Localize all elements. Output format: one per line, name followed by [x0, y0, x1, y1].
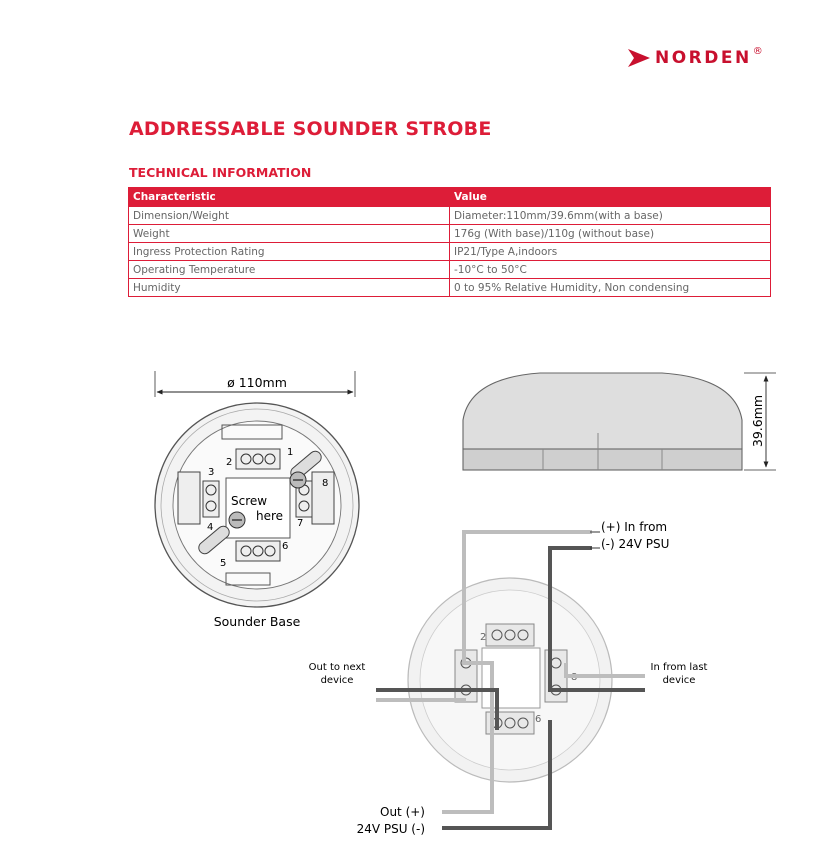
terminal-number: 2 [226, 457, 233, 468]
screw-label-line1: Screw [231, 494, 268, 508]
cell-value: -10°C to 50°C [450, 261, 771, 279]
wiring-base-drawing [408, 578, 612, 782]
col-header-characteristic: Characteristic [129, 188, 450, 207]
height-label: 39.6mm [750, 394, 765, 448]
cell-characteristic: Dimension/Weight [129, 207, 450, 225]
page-title: ADDRESSABLE SOUNDER STROBE [129, 118, 492, 140]
out-plus-label: Out (+) [380, 805, 425, 819]
terminal-number: 2 [480, 632, 487, 643]
in-from-last-line2: device [662, 675, 696, 686]
sounder-base-caption: Sounder Base [213, 614, 301, 629]
cell-characteristic: Ingress Protection Rating [129, 243, 450, 261]
terminal-number: 6 [282, 541, 289, 552]
side-profile-drawing [463, 373, 776, 470]
terminal-number: 3 [208, 467, 215, 478]
terminal-number: 4 [207, 522, 214, 533]
sounder-base-drawing [155, 371, 359, 629]
section-title: TECHNICAL INFORMATION [129, 165, 312, 180]
diameter-label: ø 110mm [227, 375, 287, 390]
cell-characteristic: Weight [129, 225, 450, 243]
psu-label-line2: (-) 24V PSU [601, 537, 670, 551]
out-to-next-line2: device [320, 675, 354, 686]
psu-label-line1: (+) In from [601, 520, 668, 534]
terminal-number: 8 [322, 478, 329, 489]
brand-name: NORDEN [655, 48, 752, 68]
out-to-next-line1: Out to next [308, 662, 366, 673]
terminal-number: 6 [535, 714, 542, 725]
cell-characteristic: Operating Temperature [129, 261, 450, 279]
cell-value: Diameter:110mm/39.6mm(with a base) [450, 207, 771, 225]
terminal-number: 5 [220, 558, 227, 569]
screw-label-line2: here [256, 509, 284, 523]
brand-reg: ® [752, 45, 763, 57]
psu-minus-label: 24V PSU (-) [356, 822, 425, 836]
in-from-last-line1: In from last [650, 662, 708, 673]
cell-characteristic: Humidity [129, 279, 450, 297]
cell-value: IP21/Type A,indoors [450, 243, 771, 261]
terminal-number: 1 [287, 447, 294, 458]
col-header-value: Value [450, 188, 771, 207]
cell-value: 0 to 95% Relative Humidity, Non condensing [450, 279, 771, 297]
terminal-number: 8 [571, 672, 578, 683]
cell-value: 176g (With base)/110g (without base) [450, 225, 771, 243]
terminal-number: 7 [297, 518, 304, 529]
